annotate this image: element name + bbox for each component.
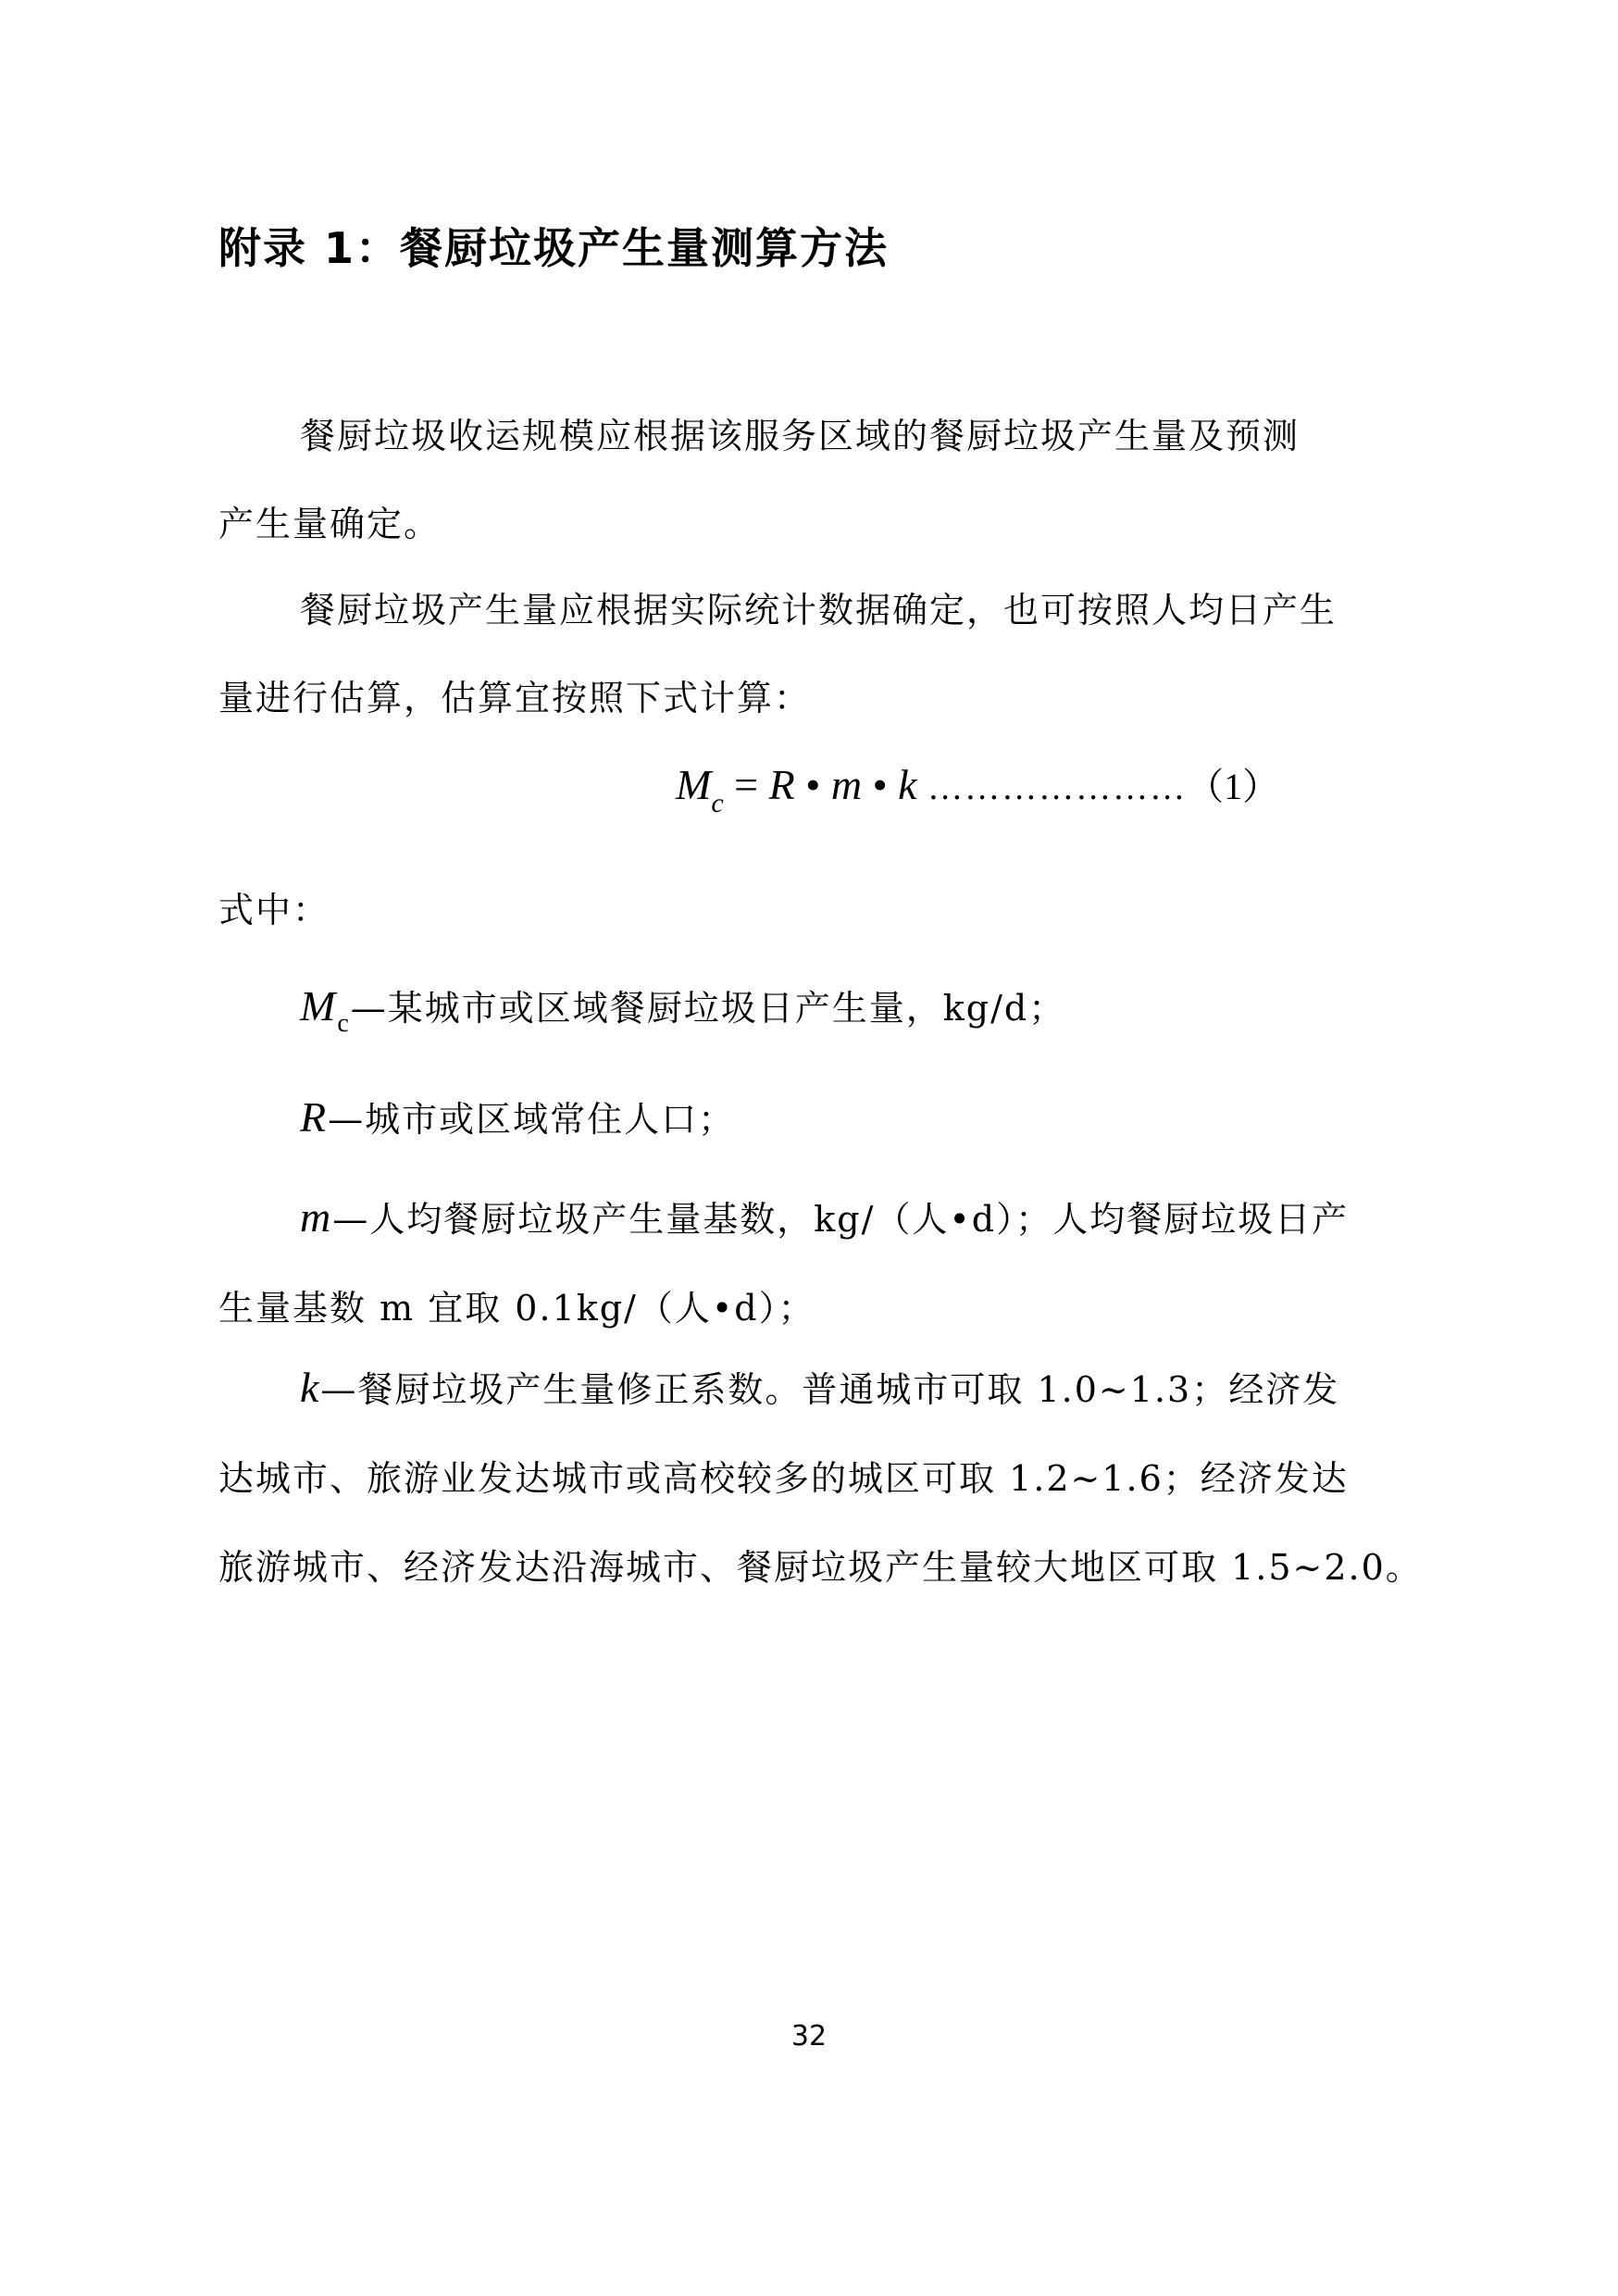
- paragraph-estimate-line1: 餐厨垃圾产生量应根据实际统计数据确定，也可按照人均日产生: [300, 590, 1338, 630]
- definition-mc: [300, 980, 1066, 1038]
- definition-m-continuation: 生量基数 m 宜取 0.1kg/（人•d）；: [218, 1288, 815, 1329]
- definition-mc-text: —某城市或区域餐厨垃圾日产生量，kg/d；: [350, 988, 1066, 1029]
- page-number: 32: [790, 2020, 828, 2053]
- formula-leader-dots: …………………: [927, 768, 1188, 807]
- definition-mc-symbol: M: [300, 982, 338, 1029]
- definition-m-symbol: m: [300, 1193, 333, 1241]
- definition-k-continuation-2: 旅游城市、经济发达沿海城市、餐厨垃圾产生量较大地区可取 1.5~2.0。: [218, 1547, 1423, 1588]
- formula-dot-1: •: [805, 761, 821, 808]
- definition-mc-subscript: c: [337, 1009, 351, 1038]
- definition-k-symbol: k: [300, 1364, 321, 1411]
- appendix-heading: 附录 1：餐厨垃圾产生量测算方法: [218, 223, 890, 273]
- definition-m: [300, 1191, 1349, 1242]
- formula-lhs-subscript: c: [711, 788, 724, 818]
- where-label: 式中：: [218, 890, 330, 930]
- definition-r: [300, 1091, 735, 1142]
- formula-m: m: [830, 761, 863, 808]
- formula-k: k: [898, 761, 917, 808]
- definition-k-continuation-1: 达城市、旅游业发达城市或高校较多的城区可取 1.2~1.6；经济发达: [218, 1458, 1349, 1499]
- definition-m-text: —人均餐厨垃圾产生量基数，kg/（人•d）；人均餐厨垃圾日产: [332, 1199, 1350, 1240]
- definition-k-text: —餐厨垃圾产生量修正系数。普通城市可取 1.0~1.3；经济发: [320, 1369, 1340, 1410]
- formula-r: R: [768, 761, 795, 808]
- definition-r-text: —城市或区域常住人口；: [328, 1099, 736, 1140]
- formula-dot-2: •: [872, 761, 888, 808]
- paragraph-estimate-line2: 量进行估算，估算宜按照下式计算：: [218, 678, 812, 718]
- formula-equals: =: [734, 761, 759, 808]
- paragraph-scale-line2: 产生量确定。: [218, 504, 442, 544]
- definition-k: [300, 1361, 1339, 1412]
- formula-1: [676, 757, 1280, 818]
- paragraph-scale-line1: 餐厨垃圾收运规模应根据该服务区域的餐厨垃圾产生量及预测: [300, 416, 1301, 456]
- formula-number: （1）: [1187, 766, 1280, 807]
- definition-r-symbol: R: [300, 1093, 329, 1141]
- formula-lhs: M: [676, 761, 712, 808]
